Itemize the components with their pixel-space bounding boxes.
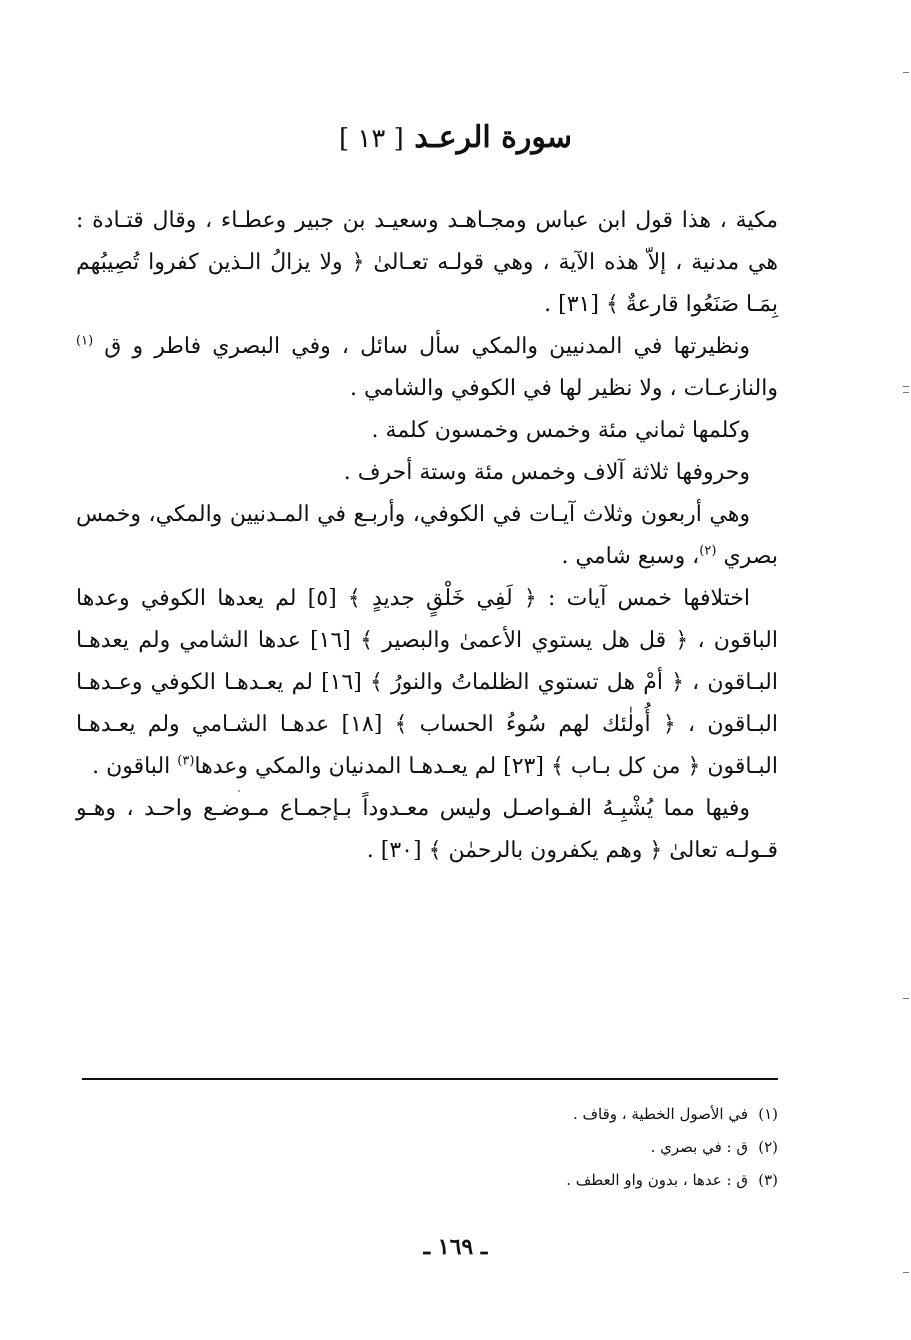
footnote-2 — [200, 1131, 778, 1164]
paragraph-counterparts-rest: والنازعـات ، ولا نظير لها في الكوفي والشامي . — [349, 376, 778, 401]
footnote-ref-1: (١) — [76, 333, 94, 349]
paragraph-word-count: وكلمها ثماني مئة وخمس وخمسون كلمة . — [371, 418, 750, 443]
footnote-3 — [200, 1164, 778, 1197]
paragraph-counterparts-text: ونظيرتها في المدنيين والمكي سأل سائل ، وفي البصري فاطر و ق — [104, 334, 751, 359]
page-number: ـ ١٦٩ ـ — [423, 1234, 488, 1260]
footnote-text: في الأصول الخطية ، وقاف . — [572, 1105, 748, 1123]
main-text — [76, 200, 778, 872]
footnotes — [200, 1098, 778, 1197]
margin-tick — [903, 386, 909, 387]
paragraph-similar-endings: وفيها مما يُشْبِـهُ الفـواصـل وليس معـدوداً بـإجمـاع مـوضـع واحـد ، وهـو قـولـه تعالىٰ ﴿ وهم يكفرون بالرحمٰن ﴾ [٣٠] . — [76, 796, 778, 863]
surah-number: [ ١٣ ] — [339, 124, 404, 154]
footnote-divider — [82, 1078, 778, 1080]
footnote-1 — [200, 1098, 778, 1131]
margin-tick — [903, 392, 909, 393]
paragraph-differences-text: اختلافها خمس آيات : ﴿ لَفِي خَلْقٍ جديدٍ ﴾ [٥] لم يعدها الكوفي وعدها الباقون ، ﴿ قل هل يستوي الأعمىٰ والبصير ﴾ [١٦] عدها الشامي ولم يعدهـا البـاقون ، ﴿ أمْ هل تستوي الظلماتُ والنورُ ﴾ [١٦] لم يعـدهـا الكوفي وعـدهـا البـاقون ، ﴿ أُولٰئك لهم سُوءُ الحساب ﴾ [١٨] عدهـا الشـامي ولم يعـدهـا البـاقون ﴿ من كل بـاب ﴾ [٢٣] لم يعـدهـا المدنيان والمكي وعدها — [76, 586, 778, 779]
paragraph-revelation: مكية ، هذا قول ابن عباس ومجـاهـد وسعيـد بن جبير وعطـاء ، وقال قتـادة : هي مدنية ، إلاّ هذه الآية ، وهي قولـه تعـالىٰ ﴿ ولا يزالُ الـذين كفروا تُصِيبُهم بِمَـا صَنَعُوا قارعةٌ ﴾ [٣١] . — [76, 208, 778, 317]
footnote-text: ق : عدها ، بدون واو العطف . — [566, 1171, 748, 1189]
paragraph-counterparts — [76, 326, 778, 410]
margin-tick — [903, 72, 909, 73]
paragraph-differences-rest: الباقون . — [92, 754, 178, 779]
footnote-number: (١) — [758, 1105, 778, 1123]
footnote-ref-3: (٣) — [177, 753, 195, 769]
surah-title — [0, 118, 911, 159]
footnote-ref-2: (٢) — [699, 543, 717, 559]
paragraph-verse-count-text: وهي أربعون وثلاث آيـات في الكوفي، وأربـع في المـدنيين والمكي، وخمس بصري — [76, 502, 778, 569]
surah-name: سورة الرعـد — [414, 120, 572, 155]
paragraph-letter-count: وحروفها ثلاثة آلاف وخمس مئة وستة أحرف . — [343, 460, 750, 485]
footnote-number: (٣) — [758, 1171, 778, 1189]
paragraph-verse-count — [76, 494, 778, 578]
margin-tick — [903, 1272, 909, 1273]
paragraph-verse-count-rest: ، وسبع شامي . — [561, 544, 700, 569]
footnote-number: (٢) — [758, 1138, 778, 1156]
scan-speck — [238, 790, 240, 792]
margin-tick — [903, 998, 909, 999]
footnote-text: ق : في بصري . — [650, 1138, 748, 1156]
paragraph-differences — [76, 578, 778, 788]
